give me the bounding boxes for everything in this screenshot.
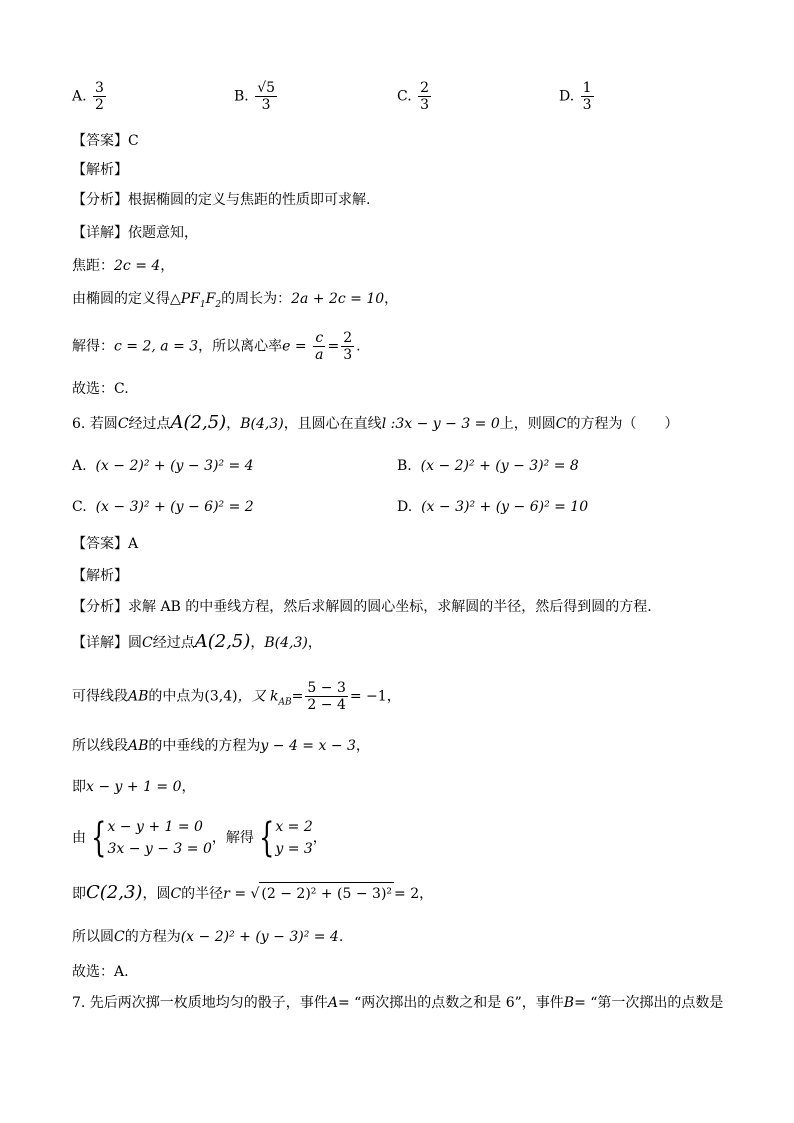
q5-answer: 【答案】C — [72, 133, 139, 149]
q5-option-d[interactable]: D. $\frac{1}{3}$ — [559, 80, 592, 113]
q6-option-a[interactable]: A. (x − 2)² + (y − 3)² = 4 — [72, 458, 254, 474]
q6-system-line: 由 { x − y + 1 = 0 3x − y − 3 = 0 ，解得 { x = 2 y = 3 ， — [72, 815, 327, 861]
q5-analysis: 【分析】根据椭圆的定义与焦距的性质即可求解. — [72, 192, 371, 208]
q6-final-line: 所以圆C的方程为(x − 2)² + (y − 3)² = 4. — [72, 929, 344, 945]
q5-choice: 故选：C. — [72, 381, 129, 397]
q5-option-b[interactable]: B. $\frac{√5}{3}$ — [234, 80, 276, 113]
q6-option-b[interactable]: B. (x − 2)² + (y − 3)² = 8 — [397, 458, 579, 474]
q5-option-c[interactable]: C. $\frac{2}{3}$ — [397, 80, 430, 113]
q6-choice: 故选：A. — [72, 964, 129, 980]
q5-jiexi-label: 【解析】 — [72, 162, 128, 178]
q6-option-d[interactable]: D. (x − 3)² + (y − 6)² = 10 — [397, 499, 589, 515]
q6-option-c[interactable]: C. (x − 3)² + (y − 6)² = 2 — [72, 499, 254, 515]
q5-focal-line: 焦距：2c = 4， — [72, 258, 175, 274]
q6-analysis: 【分析】求解 AB 的中垂线方程，然后求解圆的圆心坐标，求解圆的半径，然后得到圆的方程. — [72, 599, 652, 615]
q5-detail-heading: 【详解】依题意知， — [72, 225, 198, 241]
q6-stem: 6. 若圆C经过点A(2,5)，B(4,3)，且圆心在直线l :3x − y − 3 = 0上，则圆C的方程为（ ） — [72, 412, 679, 433]
q5-option-a[interactable]: A. $\frac{3}{2}$ — [72, 80, 104, 113]
q6-perp-line: 所以线段AB的中垂线的方程为y − 4 = x − 3， — [72, 738, 370, 754]
q6-jiexi-label: 【解析】 — [72, 568, 128, 584]
q7-stem: 7. 先后两次掷一枚质地均匀的骰子，事件A= “两次掷出的点数之和是 6”，事件B= “第一次掷出的点数是 — [72, 995, 724, 1011]
sqrt-symbol: √ (2 − 2)² + (5 − 3)² — [251, 882, 395, 905]
q5-solve-line: 解得：c = 2, a = 3，所以离心率e = $\frac{c}{a}$ = $\frac{2}{3}$ . — [72, 330, 361, 363]
q6-simplified-line: 即x − y + 1 = 0， — [72, 779, 196, 795]
q6-radius-line: 即C(2,3)，圆C的半径r = √ (2 − 2)² + (5 − 3)² = 2， — [72, 882, 434, 903]
q6-detail-line: 【详解】圆C经过点A(2,5)，B(4,3)， — [72, 631, 322, 652]
q6-midpoint-line: 可得线段AB的中点为(3,4)，又 $k_{AB}=$ $\frac{5 - 3}{2 - 4}$ = −1， — [72, 680, 401, 713]
q6-answer: 【答案】A — [72, 536, 139, 552]
q5-perimeter-line: 由椭圆的定义得$\triangle PF_1F_2$的周长为：2a + 2c = 10， — [72, 291, 399, 310]
